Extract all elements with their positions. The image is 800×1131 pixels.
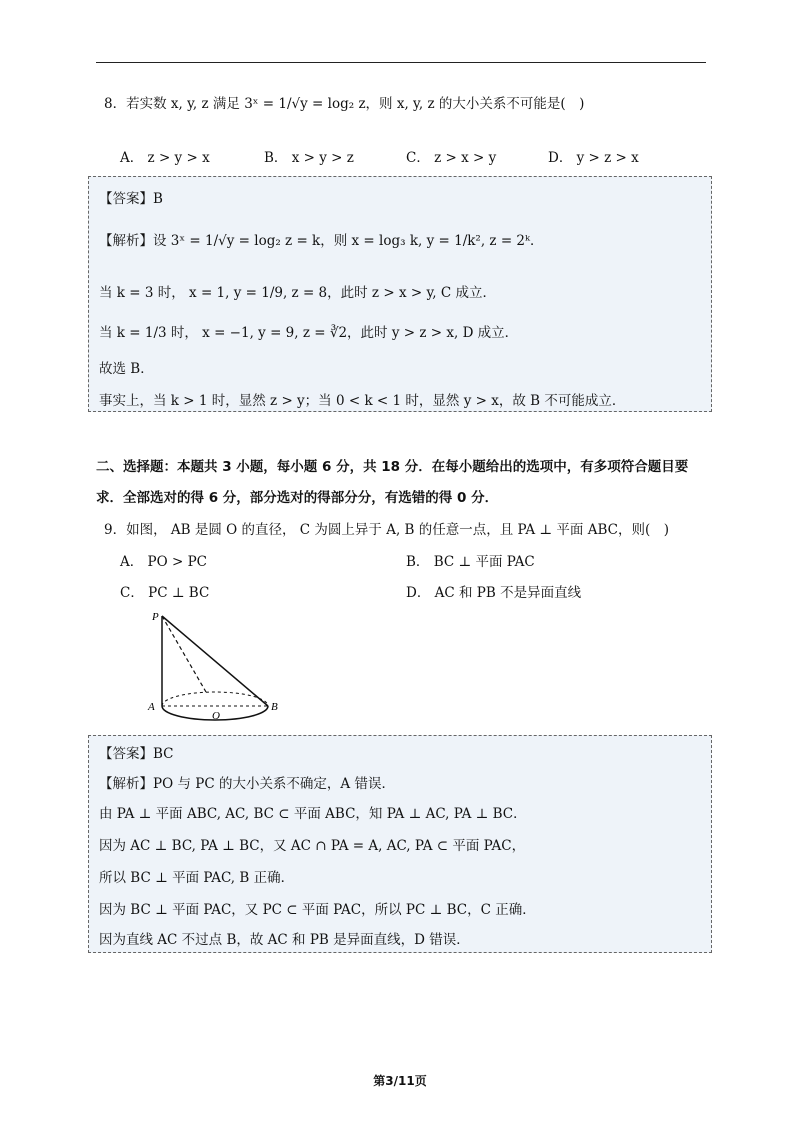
segment-pc [162,616,206,692]
q9-analysis-5: 因为 BC ⊥ 平面 PAC，又 PC ⊂ 平面 PAC，所以 PC ⊥ BC，C 正确． [99,902,536,918]
segment-pb [162,616,268,706]
page-number: 第3/11页 [373,1074,427,1088]
q9-stem: 9．如图， AB 是圆 O 的直径， C 为圆上异于 A, B 的任意一点，且 PA ⊥ 平面 ABC，则( ) [104,522,669,538]
label-o: O [212,710,220,722]
q8-analysis-1: 【解析】设 3ˣ = 1/√y = log₂ z = k，则 x = log₃ k, y = 1/k², z = 2ᵏ． [99,233,544,249]
circle-back-arc [162,692,268,706]
q8-option-d: D． y > z > x [548,150,639,166]
q8-analysis-2: 当 k = 3 时， x = 1, y = 1/9, z = 8，此时 z > x > y, C 成立． [99,285,496,301]
section2-heading-line1: 二、选择题：本题共 3 小题，每小题 6 分，共 18 分．在每小题给出的选项中，有多项符合题目要 [96,459,689,475]
q9-analysis-1: 【解析】PO 与 PC 的大小关系不确定，A 错误． [99,776,395,792]
section2-heading-line2: 求．全部选对的得 6 分，部分选对的得部分分，有选错的得 0 分． [96,490,499,506]
q8-analysis-4: 故选 B． [99,361,154,377]
q9-analysis-2: 由 PA ⊥ 平面 ABC, AC, BC ⊂ 平面 ABC，知 PA ⊥ AC, PA ⊥ BC． [99,806,527,822]
q9-option-b: B． BC ⊥ 平面 PAC [406,554,535,570]
q9-option-d: D． AC 和 PB 不是异面直线 [406,585,582,601]
q9-analysis-3: 因为 AC ⊥ BC, PA ⊥ BC，又 AC ∩ PA = A, AC, PA ⊂ 平面 PAC， [99,838,526,854]
q9-option-c: C． PC ⊥ BC [120,585,210,601]
q8-stem: 8．若实数 x, y, z 满足 3ˣ = 1/√y = log₂ z，则 x, y, z 的大小关系不可能是( ) [104,96,585,112]
q9-analysis-6: 因为直线 AC 不过点 B，故 AC 和 PB 是异面直线，D 错误． [99,932,470,948]
label-p: P [152,611,159,623]
q8-answer: 【答案】B [99,191,163,207]
q9-option-a: A． PO > PC [120,554,207,570]
q9-answer: 【答案】BC [99,746,174,762]
label-b: B [271,701,278,713]
q8-option-c: C． z > x > y [406,150,497,166]
q8-option-b: B． x > y > z [264,150,354,166]
q9-cone-figure [140,608,290,726]
header-rule [96,62,706,63]
q8-analysis-5: 事实上，当 k > 1 时，显然 z > y；当 0 < k < 1 时，显然 y > x，故 B 不可能成立． [99,393,626,409]
label-a: A [148,701,155,713]
q8-analysis-3: 当 k = 1/3 时， x = −1, y = 9, z = ∛2，此时 y > z > x, D 成立． [99,325,519,341]
q9-answer-box [88,735,712,953]
q8-option-a: A． z > y > x [120,150,210,166]
q9-analysis-4: 所以 BC ⊥ 平面 PAC, B 正确． [99,870,295,886]
q8-answer-box [88,176,712,412]
